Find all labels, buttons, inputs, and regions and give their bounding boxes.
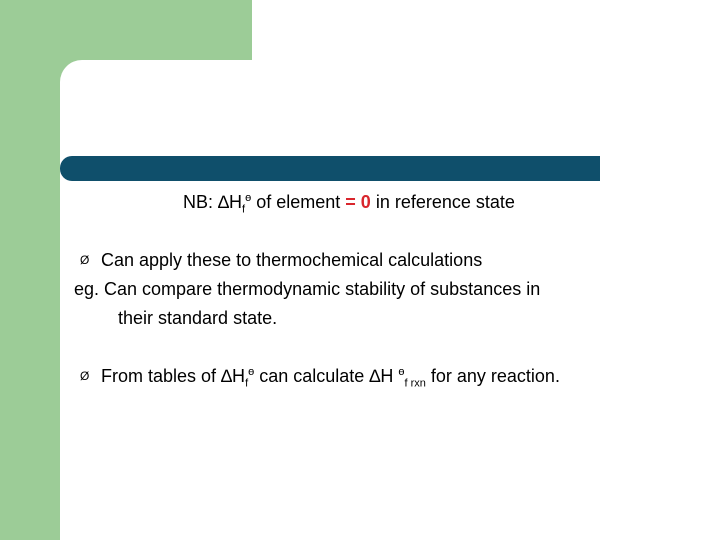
bullet2-mid: can calculate ∆H: [254, 366, 399, 386]
nb-prefix: NB: ∆H: [183, 192, 243, 212]
nb-suffix: in reference state: [370, 192, 515, 212]
bullet1-eg-line1: eg. Can compare thermodynamic stability of substances in: [74, 279, 541, 299]
bullet-arrow-icon: Ø: [80, 253, 90, 267]
nb-subscript: f: [242, 203, 246, 216]
bullet-arrow-icon: Ø: [80, 369, 90, 383]
bullet2-subscript-2: f rxn: [404, 377, 426, 390]
bullet2-pre: From tables of ∆H: [101, 366, 246, 386]
bullet2-subscript-1: f: [245, 377, 249, 390]
bullet1-eg-line2: their standard state.: [118, 308, 278, 328]
nb-statement: [183, 191, 515, 216]
bullet2-post: for any reaction.: [425, 366, 560, 386]
bullet1-text: Can apply these to thermochemical calculations: [101, 250, 483, 270]
bullet2-text: [101, 365, 560, 390]
bullet2-superscript-1: ө: [248, 366, 255, 378]
nb-superscript: ө: [245, 192, 252, 204]
nb-middle: of element: [251, 192, 346, 212]
title-bar: [60, 156, 600, 181]
decorative-green-strip-left: [0, 0, 60, 540]
bullet2-superscript-2: ө: [398, 366, 405, 378]
nb-highlight: = 0: [345, 192, 371, 212]
